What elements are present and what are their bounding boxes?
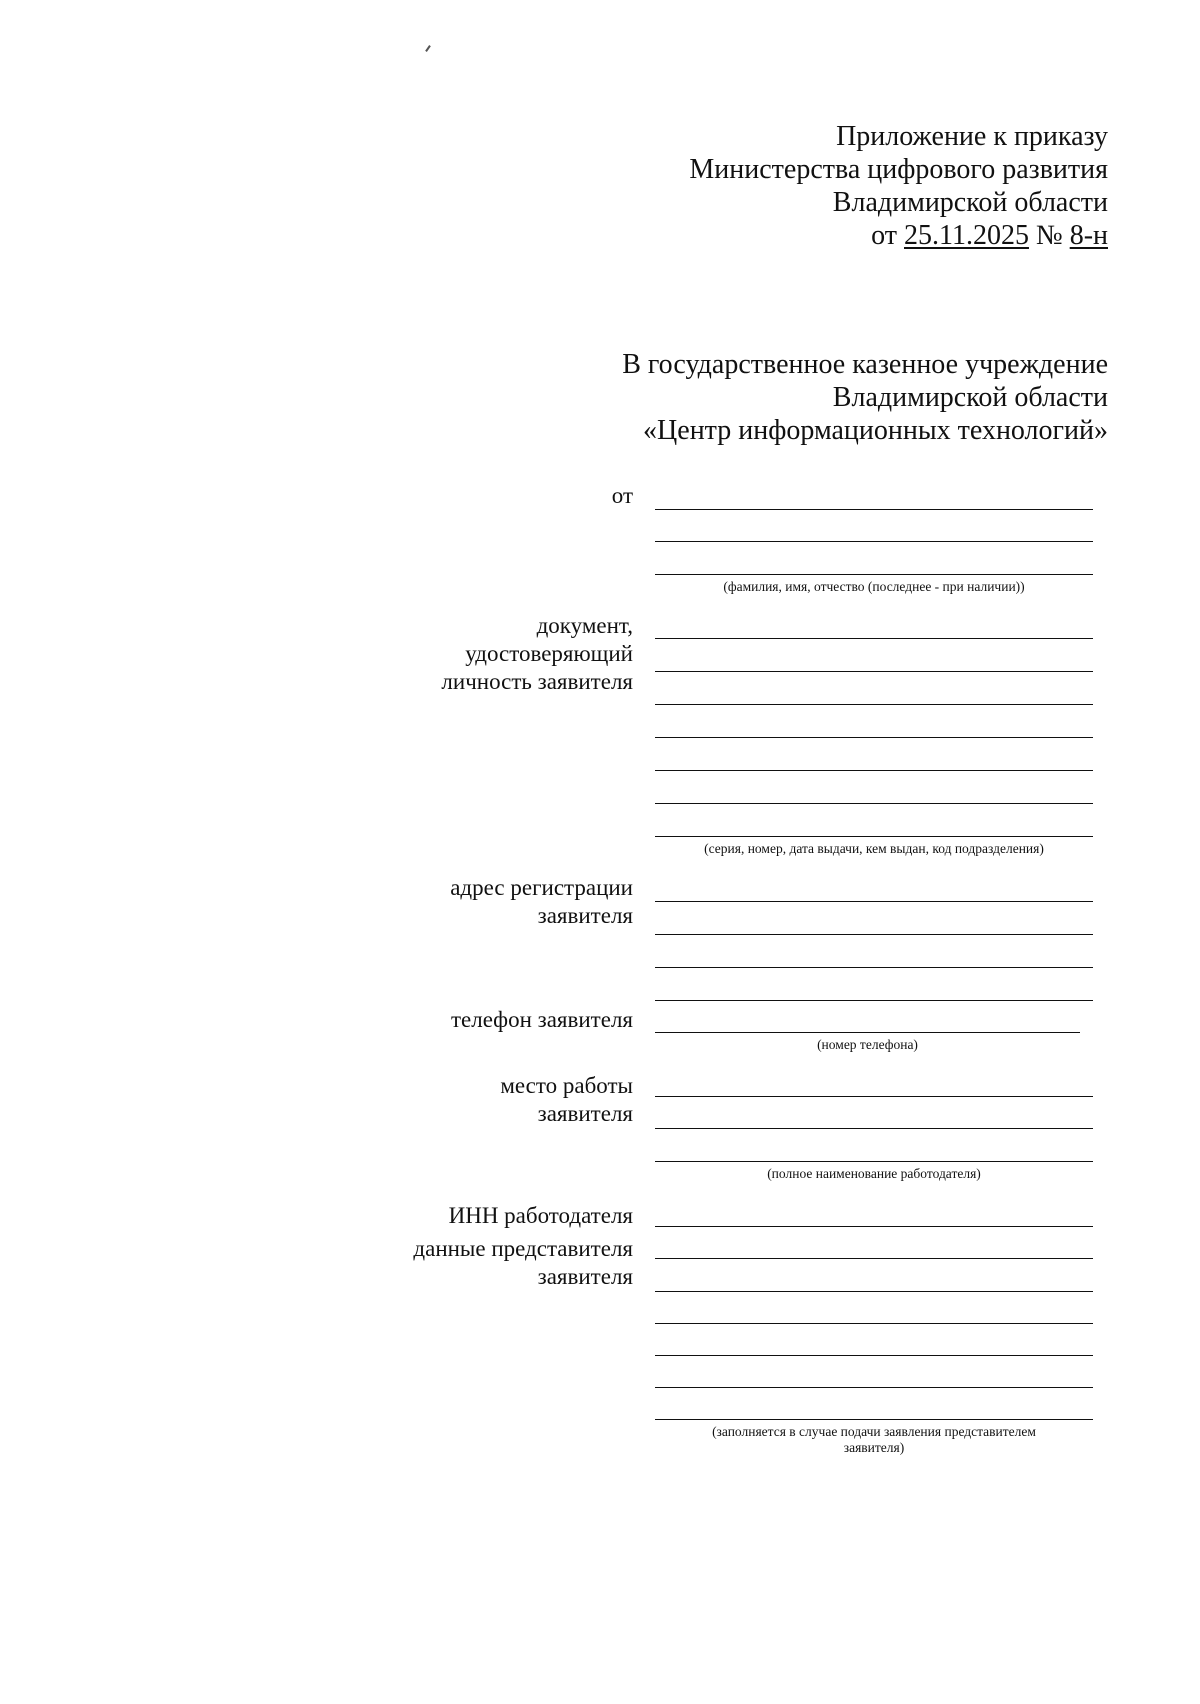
order-appendix-header <box>689 120 1108 252</box>
order-number: 8-н <box>1069 220 1108 251</box>
header-line-2: Министерства цифрового развития <box>689 154 1108 185</box>
work-label-2: заявителя <box>537 1101 633 1126</box>
from-label: от <box>611 483 633 508</box>
inn-label: ИНН работодателя <box>448 1203 633 1228</box>
addr-field-line-2[interactable] <box>655 934 1093 935</box>
addr-label-1: адрес регистрации <box>450 875 633 900</box>
addressee-block <box>622 348 1108 447</box>
work-field-line-1[interactable] <box>655 1096 1093 1097</box>
doc-field-line-4[interactable] <box>655 737 1093 738</box>
order-date: 25.11.2025 <box>904 220 1029 251</box>
rep-hint: (заполняется в случае подачи заявления представителем заявителя) <box>712 1424 1036 1455</box>
date-prefix: от <box>871 220 897 251</box>
rep-field-line-1[interactable] <box>655 1258 1093 1259</box>
fio-hint: (фамилия, имя, отчество (последнее - при наличии)) <box>723 579 1025 594</box>
rep-field-line-2[interactable] <box>655 1291 1093 1292</box>
doc-field-line-7[interactable] <box>655 836 1093 837</box>
rep-label-1: данные представителя <box>413 1236 633 1261</box>
fio-field-line-1[interactable] <box>655 509 1093 510</box>
doc-field-line-6[interactable] <box>655 803 1093 804</box>
work-field-line-2[interactable] <box>655 1128 1093 1129</box>
addressee-line-3: «Центр информационных технологий» <box>643 415 1108 446</box>
work-field-line-3[interactable] <box>655 1161 1093 1162</box>
rep-field-line-5[interactable] <box>655 1387 1093 1388</box>
rep-field-line-3[interactable] <box>655 1323 1093 1324</box>
rep-field-line-6[interactable] <box>655 1419 1093 1420</box>
header-line-3: Владимирской области <box>832 187 1108 218</box>
addr-field-line-1[interactable] <box>655 901 1093 902</box>
doc-hint: (серия, номер, дата выдачи, кем выдан, код подразделения) <box>704 841 1044 856</box>
phone-label: телефон заявителя <box>450 1007 633 1032</box>
rep-label-2: заявителя <box>537 1264 633 1289</box>
doc-label-1: документ, <box>536 613 633 638</box>
doc-label-3: личность заявителя <box>441 669 633 694</box>
fio-field-line-2[interactable] <box>655 541 1093 542</box>
header-line-1: Приложение к приказу <box>836 121 1108 152</box>
phone-field-line[interactable] <box>655 1032 1080 1033</box>
scan-speck <box>425 45 431 52</box>
rep-field-line-4[interactable] <box>655 1355 1093 1356</box>
header-date-line <box>689 219 1108 252</box>
work-hint: (полное наименование работодателя) <box>767 1166 981 1181</box>
addr-field-line-3[interactable] <box>655 967 1093 968</box>
doc-label-2: удостоверяющий <box>465 641 633 666</box>
fio-field-line-3[interactable] <box>655 574 1093 575</box>
doc-field-line-5[interactable] <box>655 770 1093 771</box>
addr-label-2: заявителя <box>537 903 633 928</box>
doc-field-line-1[interactable] <box>655 638 1093 639</box>
doc-field-line-2[interactable] <box>655 671 1093 672</box>
addressee-line-2: Владимирской области <box>832 382 1108 413</box>
addressee-line-1: В государственное казенное учреждение <box>622 349 1108 380</box>
number-sign: № <box>1035 220 1063 251</box>
addr-field-line-4[interactable] <box>655 1000 1093 1001</box>
phone-hint: (номер телефона) <box>817 1037 918 1052</box>
inn-field-line[interactable] <box>655 1226 1093 1227</box>
work-label-1: место работы <box>500 1073 633 1098</box>
doc-field-line-3[interactable] <box>655 704 1093 705</box>
